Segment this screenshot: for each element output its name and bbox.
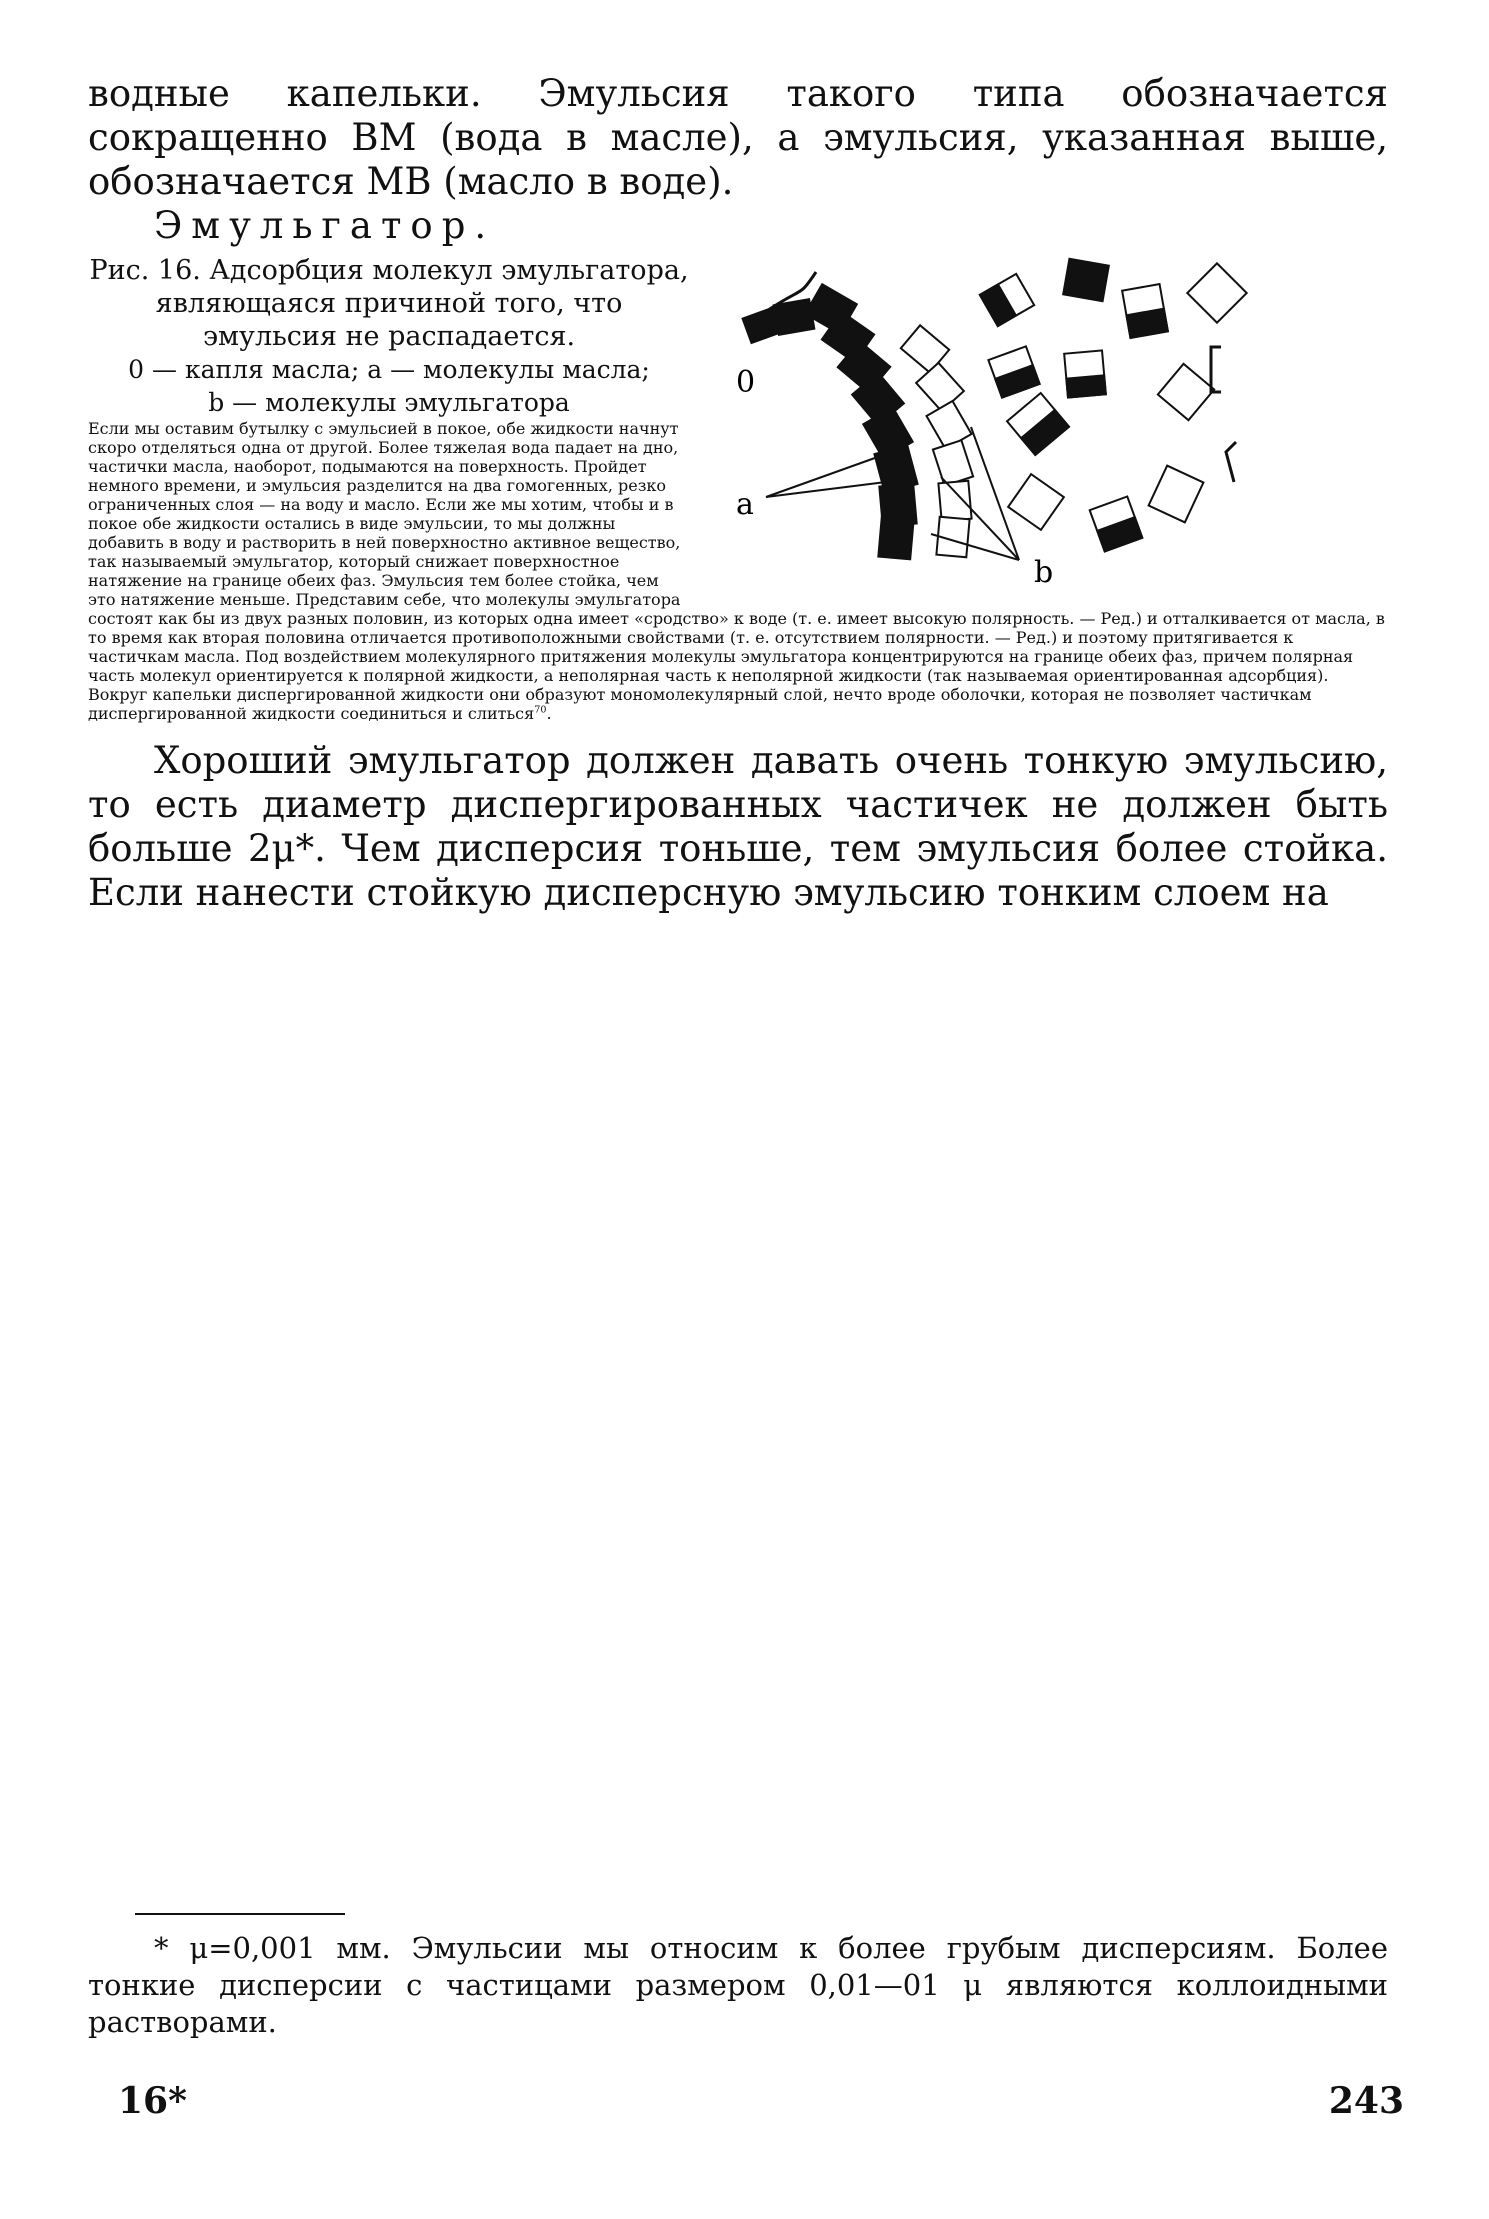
label-b: b <box>1034 555 1054 590</box>
paragraph-2-end: . <box>546 704 552 723</box>
label-a: a <box>736 487 754 522</box>
footnote-text: * μ=0,001 мм. Эмульсии мы относим к более грубым дисперсиям. Более тонкие дисперсии с частицами размером 0,01—01 μ являются коллоидными растворами. <box>88 1931 1388 2039</box>
page-number: 243 <box>1328 2080 1404 2122</box>
caption-legend-1: 0 — капля масла; а — молекулы масла; <box>128 355 650 384</box>
emulsifier-adsorption-diagram <box>716 242 1388 592</box>
signature-mark: 16* <box>118 2080 187 2122</box>
caption-legend-2: b — молекулы эмульгатора <box>208 388 570 417</box>
label-o: 0 <box>736 365 756 400</box>
paragraph-2-body: Если мы оставим бутылку с эмульсией в покое, обе жидкости начнут скоро отделяться одна от другой. Более тяжелая вода падает на дно, частички масла, наоборот, подымаются на поверхность. Пройдет немного времени, и эмульсия разделится на два гомогенных, резко ограниченных слоя — на воду и масло. Если же мы хотим, чтобы и в покое обе жидкости остались в виде эмульсии, то мы должны добавить в воду и растворить в ней поверхностно активное вещество, так называемый эмульгатор, который снижает поверхностное натяжение на границе обеих фаз. Эмульсия тем более стойка, чем это натяжение меньше. Представим себе, что молекулы эмульгатора состоят как бы из двух разных половин, из которых одна имеет «сродство» к воде (т. е. имеет высокую полярность. — Ред.) и отталкивается от масла, в то время как вторая половина отличается противоположными свойствами (т. е. отсутствием полярности. — Ред.) и поэтому притягивается к частичкам масла. Под воздействием молекулярного притяжения молекулы эмульгатора концентрируются на границе обеих фаз, причем полярная часть молекул ориентируется к полярной жидкости, а неполярная часть к неполярной жидкости (так называемая ориентированная адсорбция). Вокруг капельки диспергированной жидкости они образуют мономолекулярный слой, нечто вроде оболочки, которая не позволяет частичкам диспергированной жидкости соединиться и слиться <box>88 419 1385 723</box>
term-emulsifier: Эмульгатор. <box>154 204 496 247</box>
footnote-ref-70: 70 <box>534 704 547 716</box>
footnote-rule <box>135 1913 345 1915</box>
footnote <box>88 1930 1388 2041</box>
figure-16 <box>716 242 1388 592</box>
paragraph-3: Хороший эмульгатор должен давать очень тонкую эмульсию, то есть диаметр диспергированных частичек не должен быть больше 2μ*. Чем дисперсия тоньше, тем эмульсия более стойка. Если нанести стойкую дисперсную эмульсию тонким слоем на <box>88 739 1388 914</box>
paragraph-1: водные капельки. Эмульсия такого типа обозначается сокращенно ВМ (вода в масле), а эмульсия, указанная выше, обозначается МВ (масло в воде). <box>88 72 1388 203</box>
page-text <box>88 72 1388 915</box>
caption-main: Рис. 16. Адсорбция молекул эмульгатора, являющаяся причиной того, что эмульсия не распадается. <box>89 255 689 352</box>
page-footer <box>118 2080 1404 2122</box>
